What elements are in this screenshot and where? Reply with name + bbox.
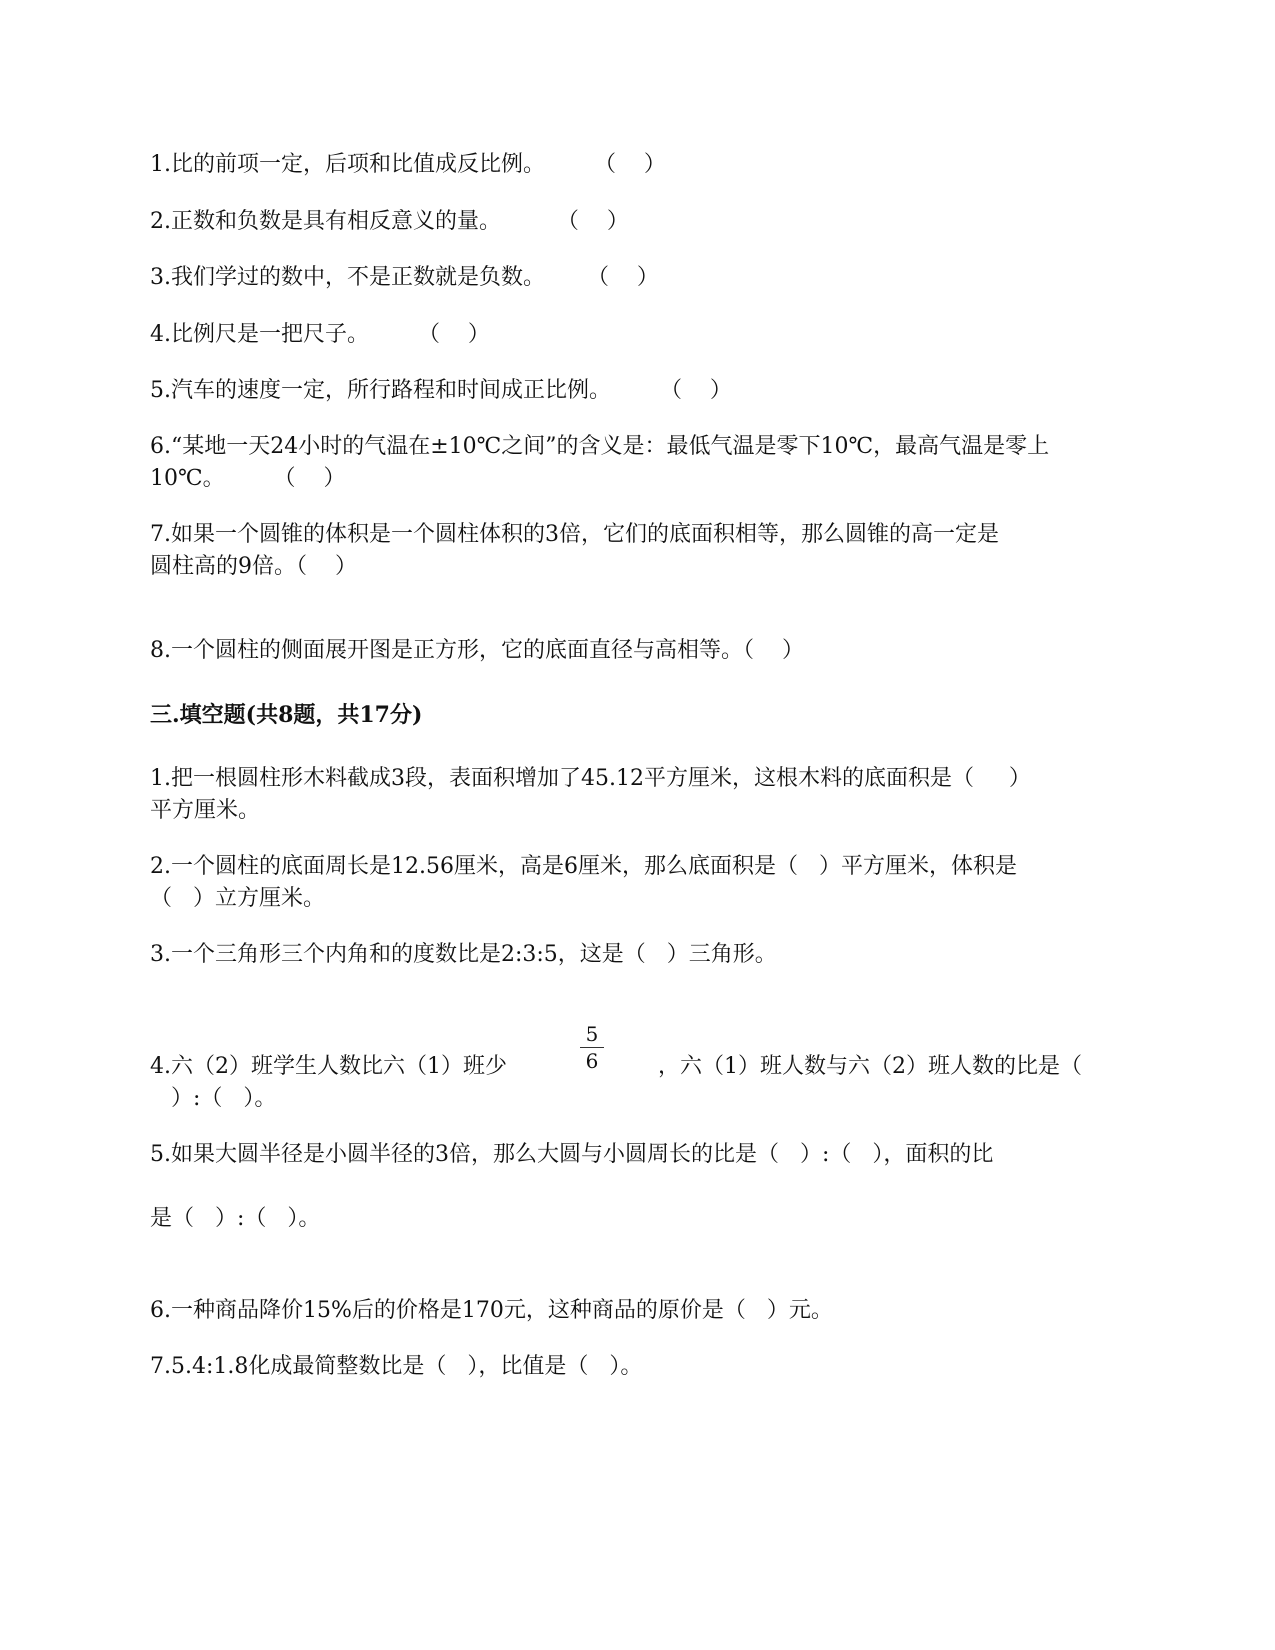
judgement-q7-line2: 圆柱高的9倍。（ ） — [150, 554, 357, 579]
fill-q3: 3.一个三角形三个内角和的度数比是2:3:5，这是（ ）三角形。 — [150, 942, 777, 967]
judgement-q1: 1.比的前项一定，后项和比值成反比例。 （ ） — [150, 152, 666, 177]
fill-q6: 6.一种商品降价15%后的价格是170元，这种商品的原价是（ ）元。 — [150, 1298, 833, 1323]
judgement-q6-line1: 6.“某地一天24小时的气温在±10℃之间”的含义是：最低气温是零下10℃，最高气温是零上 — [150, 434, 1050, 459]
fill-q4-part1: 4.六（2）班学生人数比六（1）班少 — [150, 1054, 507, 1079]
judgement-q5: 5.汽车的速度一定，所行路程和时间成正比例。 （ ） — [150, 378, 732, 403]
judgement-q2: 2.正数和负数是具有相反意义的量。 （ ） — [150, 209, 629, 234]
fill-q4-line2: ）:（ ）。 — [150, 1086, 277, 1111]
fill-q4-part2: ，六（1）班人数与六（2）班人数的比是（ — [658, 1054, 1082, 1079]
fill-q5-line1: 5.如果大圆半径是小圆半径的3倍，那么大圆与小圆周长的比是（ ）:（ ），面积的比 — [150, 1142, 994, 1167]
fill-q2-line2: （ ）立方厘米。 — [150, 886, 325, 911]
fill-q1-line1: 1.把一根圆柱形木料截成3段，表面积增加了45.12平方厘米，这根木料的底面积是（ ） — [150, 766, 1031, 791]
judgement-q4: 4.比例尺是一把尺子。 （ ） — [150, 322, 490, 347]
fill-q5-line2: 是（ ）:（ ）。 — [150, 1206, 321, 1231]
fraction-bar — [580, 1047, 604, 1048]
fill-q2-line1: 2.一个圆柱的底面周长是12.56厘米，高是6厘米，那么底面积是（ ）平方厘米，体积是 — [150, 854, 1017, 879]
judgement-q3: 3.我们学过的数中，不是正数就是负数。 （ ） — [150, 265, 659, 290]
fill-q7: 7.5.4:1.8化成最简整数比是（ ），比值是（ ）。 — [150, 1354, 643, 1379]
judgement-q6-line2: 10℃。 （ ） — [150, 466, 346, 491]
fraction-numerator: 5 — [585, 1022, 599, 1046]
section-heading: 三.填空题(共8题，共17分) — [150, 702, 423, 728]
judgement-q7-line1: 7.如果一个圆锥的体积是一个圆柱体积的3倍，它们的底面积相等，那么圆锥的高一定是 — [150, 522, 999, 547]
judgement-q8: 8.一个圆柱的侧面展开图是正方形，它的底面直径与高相等。（ ） — [150, 638, 804, 663]
fraction — [578, 1022, 606, 1073]
fraction-denominator: 6 — [585, 1049, 599, 1073]
fill-q1-line2: 平方厘米。 — [150, 798, 261, 823]
